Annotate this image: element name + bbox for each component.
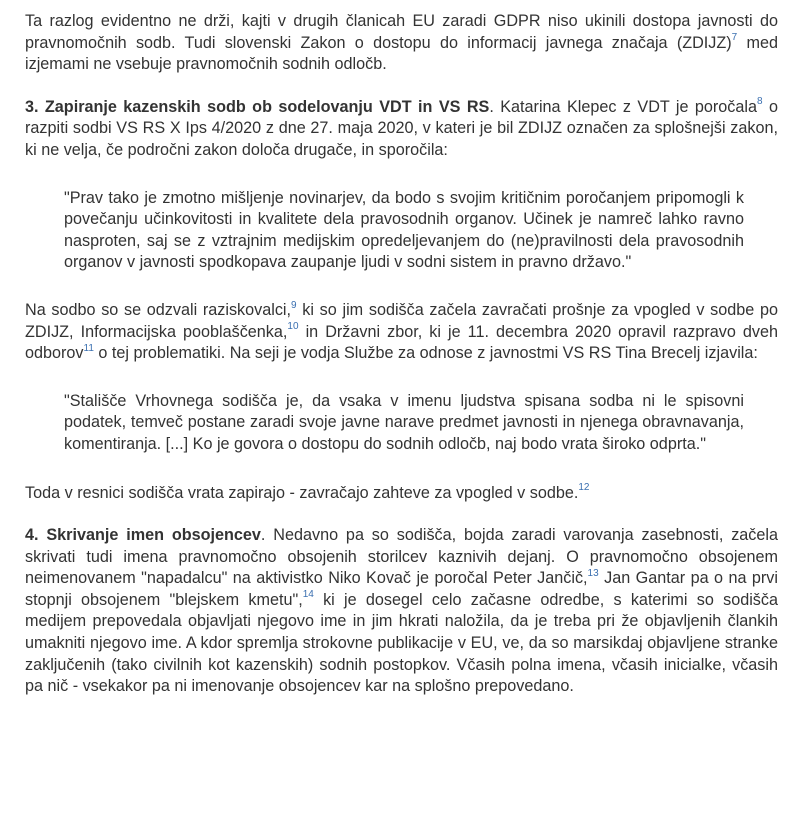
footnote-link-10[interactable]: 10	[287, 321, 299, 333]
footnote-link-9[interactable]: 9	[291, 299, 297, 311]
blockquote-vs-rs-ruling: "Prav tako je zmotno mišljenje novinarjev, da bodo s svojim kritičnim poročanjem pripomogli k povečanju učinkovitosti in kvalitete dela pravosodnih organov. Učinek je namreč lahko ravno nasproten, saj se z vztrajnim medijskim opredeljevanjem do (ne)pravilnosti dela pravosodnih organov v javnosti spodkopava zaupanje ljudi v sodni sistem in pravno državo."	[64, 188, 744, 272]
paragraph-courts-closing: Toda v resnici sodišča vrata zapirajo - zavračajo zahteve za vpogled v sodbe.$^{12}$	[25, 482, 590, 502]
blockquote-vs-rs-statement: "Stališče Vrhovnega sodišča je, da vsaka v imenu ljudstva spisana sodba ni le spisovni podatek, temveč postane zaradi svoje javne narave predmet javnosti in njenega obravnavanja, komentiranja. [...] Ko je govora o dostopu do sodnih odločb, naj bodo vrata široko odprta."	[64, 391, 744, 453]
paragraph-gdpr: Ta razlog evidentno ne drži, kajti v drugih članicah EU zaradi GDPR niso ukinili dostopa javnosti do pravnomočnih sodb. Tudi slovenski Zakon o dostopu do informacij javnega značaja (ZDIJZ)$^7$ med izjemami ne vsebuje pravnomočnih sodnih odločb.	[25, 12, 778, 74]
paragraph-section-3: 3. Zapiranje kazenskih sodb ob sodelovanju VDT in VS RS. Katarina Klepec z VDT je poročala$^8$ o razpiti sodbi VS RS X Ips 4/2020 z dne 27. maja 2020, v kateri je bil ZDIJZ označen za splošnejši zakon, ki ne velja, če področni zakon določa drugače, in sporočila:	[25, 96, 778, 159]
footnote-link-7[interactable]: 7	[731, 32, 738, 44]
footnote-link-11[interactable]: 11	[83, 342, 94, 354]
footnote-link-14[interactable]: 14	[302, 589, 314, 601]
footnote-link-12[interactable]: 12	[578, 482, 590, 494]
paragraph-researchers: Na sodbo so se odzvali raziskovalci,$^9$ ki so jim sodišča začela zavračati prošnje za vpogled v sodbe po ZDIJZ, Informacijska pooblaščenka,$^{10}$ in Državni zbor, ki je 11. decembra 2020 opravil razpravo dveh odborov$^{11}$ o tej problematiki. Na seji je vodja Službe za odnose z javnostmi VS RS Tina Brecelj izjavila:	[25, 299, 778, 363]
footnote-link-8[interactable]: 8	[757, 96, 763, 108]
section-heading-4: 4. Skrivanje imen obsojencev	[25, 526, 261, 545]
paragraph-section-4: 4. Skrivanje imen obsojencev. Nedavno pa so sodišča, bojda zaradi varovanja zasebnosti, začela skrivati tudi imena pravnomočno obsojenih storilcev kaznivih dejanj. O pravnomočno obsojenem neimenovanem "napadalcu" na aktivistko Niko Kovač je poročal Peter Jančič,$^{13}$ Jan Gantar pa o na prvi stopnji obsojenem "blejskem kmetu",$^{14}$ ki je dosegel celo začasne odredbe, s katerimi so sodišča medijem prepovedala objavljati njegovo ime in jim hkrati naložila, da je treba pri že objavljenih člankih umakniti njegovo ime. A kdor spremlja strokovne publikacije v EU, ve, da so marsikdaj objavljene stranke zaključenih (tako civilnih kot kazenskih) sodnih postopkov. Včasih polna imena, včasih inicialke, včasih pa nič - vsekakor pa ni imenovanje obsojencev kar na splošno prepovedano.	[25, 526, 778, 696]
section-heading-3: 3. Zapiranje kazenskih sodb ob sodelovanju VDT in VS RS	[25, 97, 490, 116]
footnote-link-13[interactable]: 13	[587, 567, 599, 579]
